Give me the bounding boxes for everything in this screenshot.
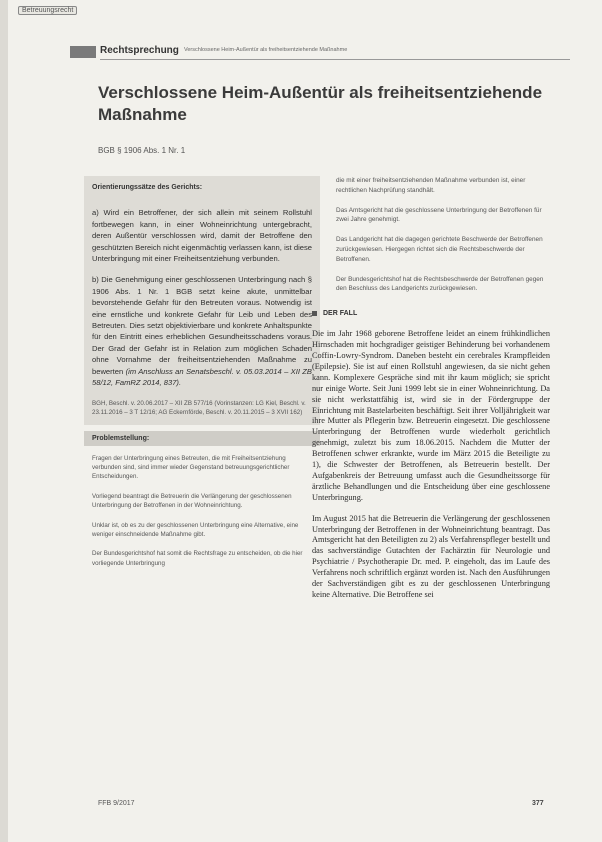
guidelines-heading: Orientierungssätze des Gerichts:	[92, 184, 203, 191]
problem-paragraph: Vorliegend beantragt die Betreuerin die Verlängerung der geschlossenen Unterbringung der Betroffenen in der Wohneinrichtung.	[92, 492, 292, 510]
square-bullet-icon	[312, 311, 317, 316]
right-column	[312, 176, 550, 611]
case-body	[312, 329, 550, 601]
case-heading-text: DER FALL	[323, 310, 358, 318]
case-paragraph: Die im Jahr 1968 geborene Betroffene leidet an einem frühkindlichen Hirnschaden mit hochgradiger geistiger Behinderung bei vorhandenem Coffin-Lowry-Syndrom. Daneben besteht ein cerebrales Krampfleiden (Epilepsie). Sie ist auf einen Rollstuhl angewiesen, da sie nicht gehen kann. Komplexere Gespräche sind mit ihr kaum möglich; sie spricht nur einige Worte. Seit Juni 1999 lebt sie in einer Wohneinrichtung. Da sie nicht werkstattfähig ist, wird sie in der Fördergruppe der Einrichtung mit Bastelarbeiten beschäftigt. Seit ihrer Volljährigkeit war ihre Mutter als Pflegerin bzw. Betreuerin eingesetzt. Die geschlossene Unterbringung der Betroffenen wurde wiederholt gerichtlich genehmigt, zuletzt bis zum 18.06.2015. Nachdem die Mutter der Betroffenen schwer erkrankte, wurde im März 2015 die Beteiligte zu 1), die Schwester der Betroffenen, als Betreuerin bestellt. Der Aufgabenkreis der Betreuung umfasst auch die Gesundheitssorge für ärztliche Behandlungen und die Entscheidung über eine geschlossene Unterbringung.	[312, 329, 550, 502]
guidelines-box	[84, 176, 320, 425]
left-column	[84, 176, 320, 578]
page-number: 377	[532, 800, 544, 807]
section-title: Rechtsprechung	[100, 45, 179, 56]
page-edge	[0, 0, 8, 842]
guideline-a: a) Wird ein Betroffener, der sich allein mit seinem Rollstuhl fortbewegen kann, in einer Wohneinrichtung untergebracht, deren Außentür verschlossen wird, damit der Betroffene den geschützten Bereich nicht eigenmächtig verlassen kann, ist diese Unterbringung mit einer Freiheitsentziehung verbunden.	[92, 208, 312, 264]
continued-paragraph: Der Bundesgerichtshof hat die Rechtsbeschwerde der Betroffenen gegen den Beschluss des Landgerichts zurückgewiesen.	[336, 275, 544, 293]
problem-section	[84, 446, 320, 569]
problem-paragraph: Unklar ist, ob es zu der geschlossenen Unterbringung eine Alternative, eine weniger einschneidende Maßnahme gibt.	[92, 521, 299, 538]
guideline-b	[92, 274, 312, 388]
problem-paragraph: Fragen der Unterbringung eines Betreuten, die mit Freiheitsentziehung verbunden sind, sind immer wieder Gegenstand betreuungsgerichtlicher Entscheidungen.	[92, 454, 290, 481]
statute-citation: BGB § 1906 Abs. 1 Nr. 1	[98, 146, 186, 155]
guideline-b-text: b) Die Genehmigung einer geschlossenen Unterbringung nach § 1906 Abs. 1 Nr. 1 BGB setzt keine akute, unmittelbar bevorstehende Gefahr für den Betreuten voraus. Notwendig ist eine ernstliche und konkrete Gefahr für Leib und Leben des Betreuten. Dies setzt objektivierbare und konkrete Anhaltspunkte für den Eintritt eines erheblichen Gesundheitsschadens voraus. Der Grad der Gefahr ist in Relation zum möglichen Schaden ohne Vornahme der freiheitsentziehenden Maßnahme zu bewerten	[92, 275, 312, 376]
continued-paragraph: Das Landgericht hat die dagegen gerichtete Beschwerde der Betroffenen zurückgewiesen. Hiergegen richtet sich die Rechtsbeschwerde der Betroffenen.	[336, 236, 543, 263]
decision-source: BGH, Beschl. v. 20.06.2017 – XII ZB 577/16 (Vorinstanzen: LG Kiel, Beschl. v. 23.11.2016 – 3 T 12/16; AG Eckernförde, Beschl. v. 20.11.2015 – 3 XVII 162)	[92, 399, 306, 416]
problem-heading: Problemstellung:	[84, 431, 320, 446]
case-heading	[312, 310, 550, 317]
section-header	[70, 46, 570, 58]
continued-paragraph: Das Amtsgericht hat die geschlossene Unterbringung der Betroffenen für zwei Jahre genehmigt.	[336, 206, 542, 224]
category-label: Betreuungsrecht	[18, 6, 77, 15]
section-marker	[70, 46, 96, 58]
section-rule	[100, 59, 570, 60]
article-title: Verschlossene Heim-Außentür als freiheitsentziehende Maßnahme	[98, 83, 543, 124]
case-paragraph: Im August 2015 hat die Betreuerin die Verlängerung der geschlossenen Unterbringung der Betroffenen in der Wohneinrichtung beantragt. Das Amtsgericht hat den Beteiligten zu 2) als Verfahrenspfleger bestellt und das sachverständige Gutachten der Fachärztin für Neurologie und Psychiatrie / Psychotherapie Dr. med. P. eingeholt, das im Laufe des Verfahrens noch schriftlich ergänzt worden ist. Nach den Ausführungen der Sachverständigen gibt es zu der geschlossenen Unterbringung keine Alternative. Die Betroffene sei	[312, 513, 550, 600]
problem-continued	[330, 176, 550, 294]
continued-paragraph: die mit einer freiheitsentziehenden Maßnahme verbunden ist, einer rechtlichen Nachprüfung standhält.	[336, 177, 526, 194]
guideline-b-reference: (im Anschluss an Senatsbeschl. v. 05.03.2014 – XII ZB 58/12, FamRZ 2014, 837).	[92, 366, 312, 388]
issue-footer: FFB 9/2017	[98, 800, 135, 807]
problem-paragraph: Der Bundesgerichtshof hat somit die Rechtsfrage zu entscheiden, ob die hier vorliegende Unterbringung	[92, 550, 303, 567]
section-subtitle: Verschlossene Heim-Außentür als freiheitsentziehende Maßnahme	[184, 47, 348, 53]
category-tab	[18, 6, 77, 15]
